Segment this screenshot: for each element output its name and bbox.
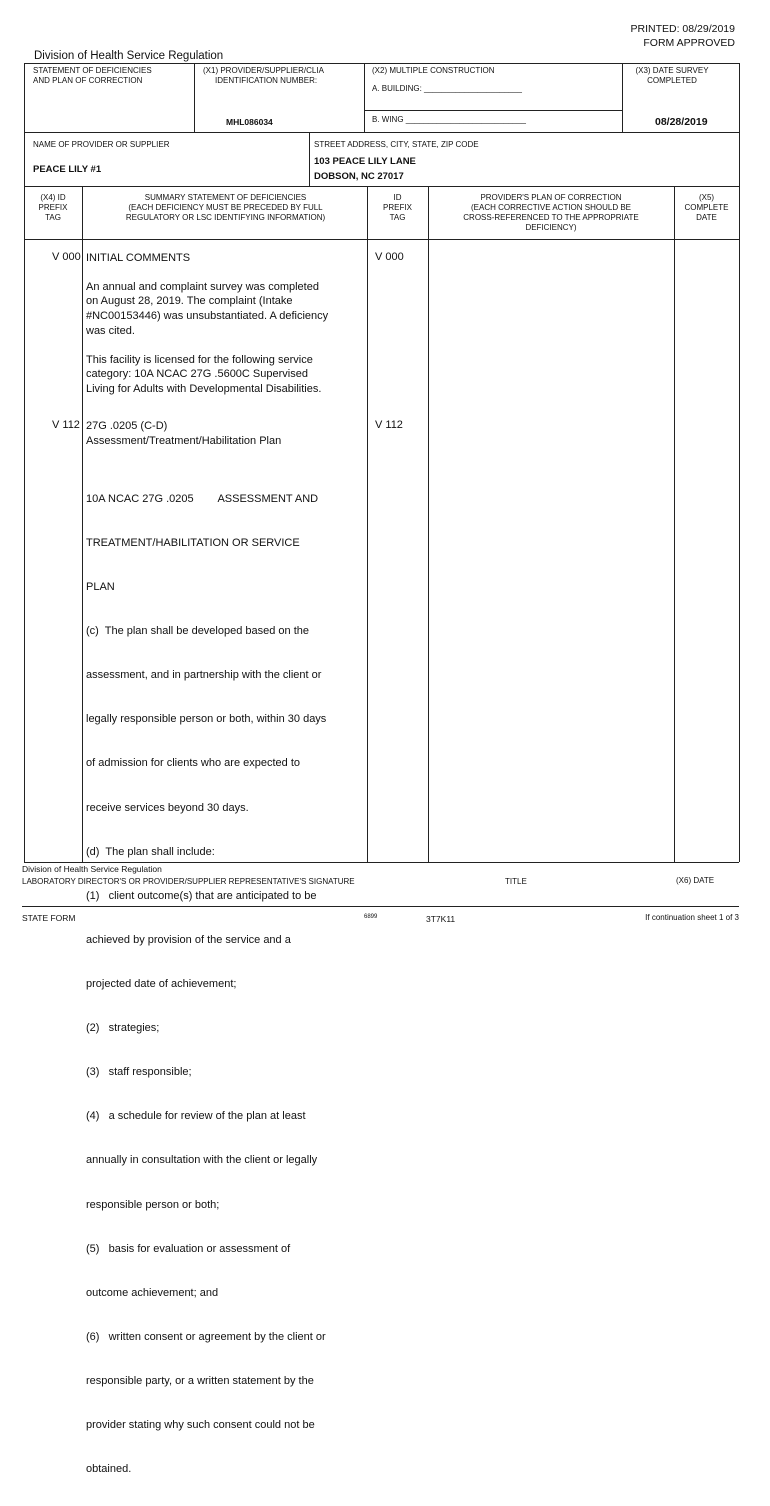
x3-label: (X3) DATE SURVEY COMPLETED [635,66,709,85]
paragraph: 27G .0205 (C-D) Assessment/Treatment/Habilitation Plan [86,420,282,447]
title-label: TITLE [505,877,527,886]
building-field: A. BUILDING: ______________________ [372,84,522,93]
provider-name: PEACE LILY #1 [33,164,102,175]
survey-date: 08/28/2019 [655,116,708,128]
id-header: ID PREFIX TAG [383,193,412,222]
x1-label: (X1) PROVIDER/SUPPLIER/CLIA IDENTIFICATION NUMBER: [203,66,324,85]
regulation-text: 10A NCAC 27G .0205 ASSESSMENT AND TREATMENT/HABILITATION OR SERVICE PLAN (c) The plan shall be developed based on the assessment, and in partnership with the client or legally responsible person or both, within 30 days of admission for clients who are expected to receive services beyond 30 days. (d) The plan shall include: (1) client outcome(s) that are anticipated to be achieved by provision of the service and a projected date of achievement; (2) strategies; (3) staff responsible; (4) a schedule for review of the plan at least annually in consultation with the client or legally responsible person or both; (5) basis for evaluation or assessment of outcome achievement; and (6) written consent or agreement by the client or responsible party, or a written statement by the provider stating why such consent could not be obtained. [86,492,327,1476]
form-number: 6899 [364,914,378,920]
x5-header: (X5) COMPLETE DATE [684,193,729,222]
footer-division: Division of Health Service Regulation [22,864,162,874]
form-approved: FORM APPROVED [643,37,735,49]
tag-prefix: V 112 [52,419,80,431]
deficiency-text [86,419,364,1506]
tag-id-prefix: V 000 [375,251,404,263]
provider-city: DOBSON, NC 27017 [314,171,404,182]
signature-label: LABORATORY DIRECTOR'S OR PROVIDER/SUPPLIER REPRESENTATIVE'S SIGNATURE [22,877,355,886]
wing-field: B. WING ___________________________ [372,115,526,124]
provider-street: 103 PEACE LILY LANE [314,156,416,167]
paragraph: This facility is licensed for the following service category: 10A NCAC 27G .5600C Supervised Living for Adults with Developmental Disabilities. [86,353,322,395]
address-label: STREET ADDRESS, CITY, STATE, ZIP CODE [314,140,479,149]
continuation-sheet: If continuation sheet 1 of 3 [645,913,739,922]
provider-name-label: NAME OF PROVIDER OR SUPPLIER [33,140,170,149]
provider-id: MHL086034 [226,117,273,127]
plan-header: PROVIDER'S PLAN OF CORRECTION (EACH CORRECTIVE ACTION SHOULD BE CROSS-REFERENCED TO THE APPROPRIATE DEFICIENCY) [463,193,639,232]
summary-header: SUMMARY STATEMENT OF DEFICIENCIES (EACH DEFICIENCY MUST BE PRECEDED BY FULL REGULATORY OR LSC IDENTIFYING INFORMATION) [125,193,326,222]
event-id: 3T7K11 [426,914,456,924]
section-heading: INITIAL COMMENTS [86,252,191,264]
tag-prefix: V 000 [52,251,81,263]
division-title: Division of Health Service Regulation [34,50,224,62]
x4-header: (X4) ID PREFIX TAG [38,193,68,222]
deficiency-text [86,251,364,397]
printed-date: PRINTED: 08/29/2019 [630,23,735,35]
x6-date-label: (X6) DATE [676,876,715,885]
statement-label: STATEMENT OF DEFICIENCIES AND PLAN OF CORRECTION [33,66,152,85]
x2-label: (X2) MULTIPLE CONSTRUCTION [372,66,495,75]
state-form-label: STATE FORM [22,913,76,923]
paragraph: An annual and complaint survey was completed on August 28, 2019. The complaint (Intake #NC00153446) was unsubstantiated. A deficiency was cited. [86,280,329,337]
tag-id-prefix: V 112 [375,419,403,431]
